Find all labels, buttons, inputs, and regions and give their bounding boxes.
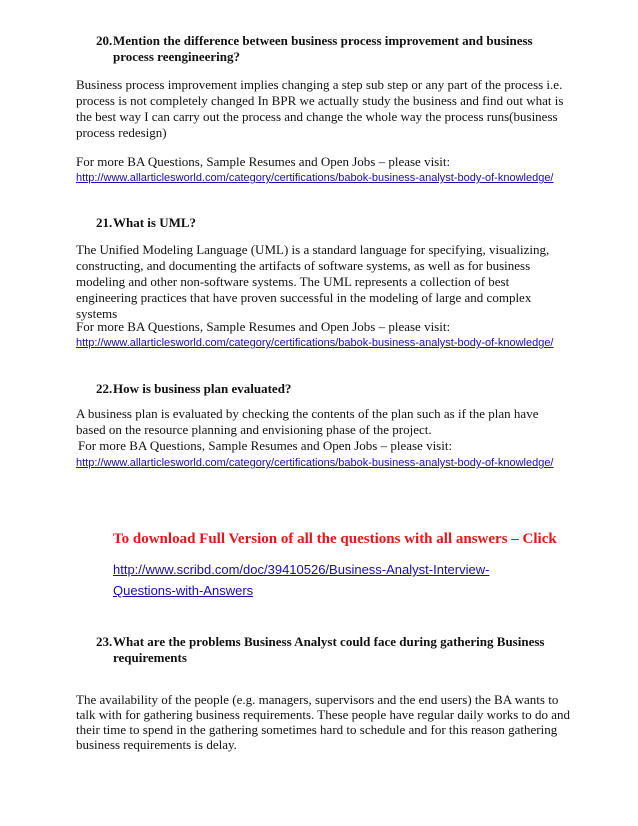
question-text: Mention the difference between business process improvement and business process reengineering?: [113, 33, 533, 64]
more-info-text: For more BA Questions, Sample Resumes and Open Jobs – please visit:: [78, 438, 453, 453]
question-number: 22.: [96, 381, 113, 396]
question-text: How is business plan evaluated?: [113, 381, 292, 396]
scribd-download-link[interactable]: http://www.scribd.com/doc/39410526/Business-Analyst-Interview-Questions-with-Answers: [113, 562, 490, 598]
answer-20: Business process improvement implies changing a step sub step or any part of the process i.e. process is not completely changed In BPR we actually study the business and find out what is the best way I can carry out the process and change the whole way the process runs(business process redesign): [76, 77, 564, 140]
question-number: 23.: [96, 634, 113, 649]
question-number: 20.: [96, 33, 113, 48]
question-23: [96, 634, 576, 666]
download-heading: To download Full Version of all the questions with all answers – Click: [113, 531, 557, 547]
answer-22: A business plan is evaluated by checking the contents of the plan such as if the plan have based on the resource planning and envisioning phase of the project.: [76, 406, 539, 437]
babok-category-link[interactable]: http://www.allarticlesworld.com/category/certifications/babok-business-analyst-body-of-knowledge/: [76, 172, 554, 184]
more-info-text: For more BA Questions, Sample Resumes and Open Jobs – please visit:: [76, 154, 451, 169]
more-info-text: For more BA Questions, Sample Resumes and Open Jobs – please visit:: [76, 319, 451, 334]
answer-21: The Unified Modeling Language (UML) is a standard language for specifying, visualizing, constructing, and documenting the artifacts of software systems, as well as for business modeling and other non-software systems. The UML represents a collection of best engineering practices that have proven successful in the modeling of large and complex systems: [76, 242, 550, 321]
babok-category-link[interactable]: http://www.allarticlesworld.com/category/certifications/babok-business-analyst-body-of-knowledge/: [76, 337, 554, 349]
question-20: [96, 33, 576, 65]
question-22: [96, 381, 576, 397]
question-21: [96, 215, 576, 231]
question-number: 21.: [96, 215, 113, 230]
babok-category-link[interactable]: http://www.allarticlesworld.com/category/certifications/babok-business-analyst-body-of-knowledge/: [76, 457, 554, 469]
question-text: What is UML?: [113, 215, 197, 230]
answer-23: The availability of the people (e.g. managers, supervisors and the end users) the BA wants to talk with for gathering business requirements. These people have regular daily works to do and their time to spend in the gathering sometimes hard to schedule and for this reason gathering business requirements is delay.: [76, 692, 570, 752]
question-text: What are the problems Business Analyst could face during gathering Business requirements: [113, 634, 545, 665]
